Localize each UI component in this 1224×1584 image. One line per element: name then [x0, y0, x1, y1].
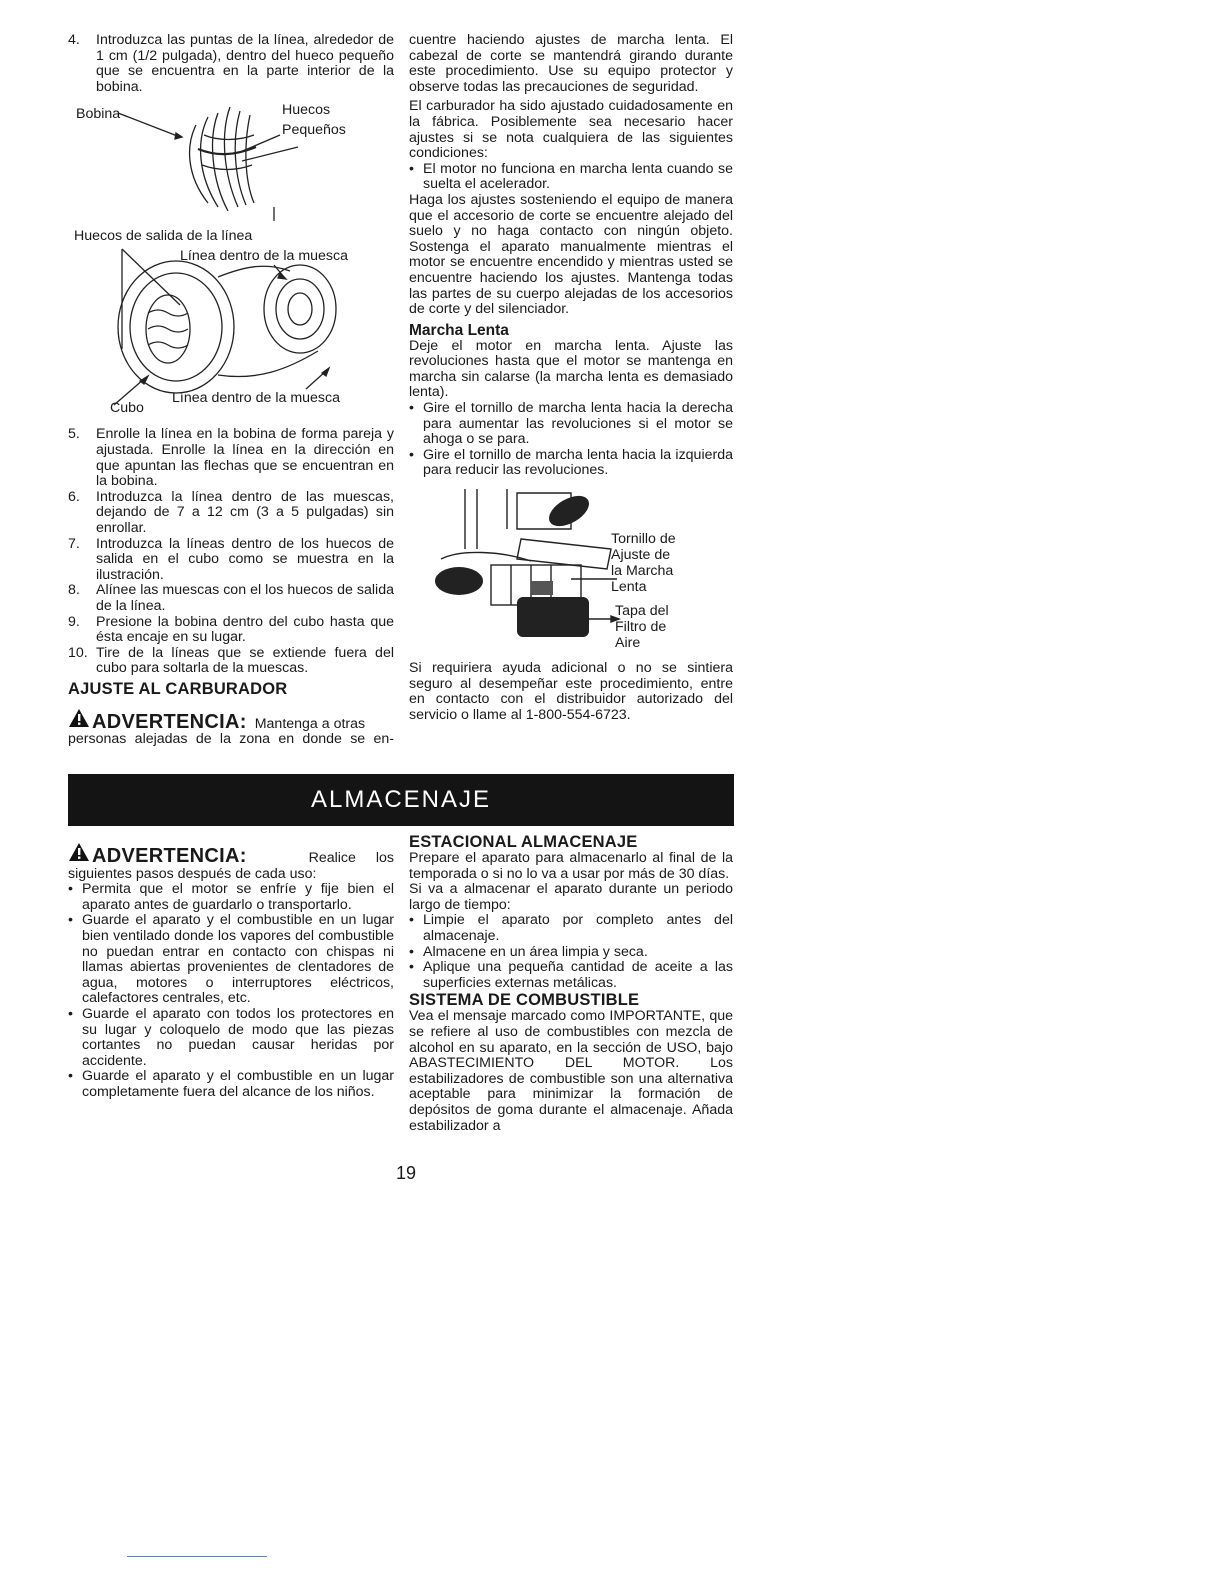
bullet-text: El motor no funciona en marcha lenta cuando se suelta el acelerador. — [423, 160, 733, 193]
label-linea-muesca-bot: Línea dentro de la muesca — [172, 390, 340, 407]
storage-bullet-1: • Permita que el motor se enfríe y fije bien el aparato antes de guardarlo o transportarlo. — [68, 881, 394, 913]
seasonal-bullet-3: • Aplique una pequeña cantidad de aceite a las superficies externas metálicas. — [409, 959, 733, 991]
left-column-bottom — [68, 842, 394, 1101]
section-banner: ALMACENAJE — [68, 774, 734, 826]
bullet-text: Guarde el aparato y el combustible en un lugar bien ventilado donde los vapores del combustible no puedan entrar en contacto con chispas ni llamas abiertas provenientes de clentadores de agua, motores o interruptores eléctricos, calefactores centrales, etc. — [82, 912, 394, 1007]
label-huecos-salida: Huecos de salida de la línea — [74, 228, 253, 245]
warning-triangle-icon — [68, 708, 90, 728]
carb-paragraph-4: Si requiriera ayuda adicional o no se sintiera seguro al desempeñar este procedimiento, entre en contacto con el distribuidor autorizado del servicio o llame al 1-800-554-6723. — [409, 660, 733, 723]
step-6 — [68, 490, 394, 537]
hub-illustration — [68, 229, 394, 419]
carburetor-illustration — [421, 489, 631, 649]
seasonal-heading: ESTACIONAL ALMACENAJE — [409, 833, 638, 851]
storage-bullet-2: • Guarde el aparato y el combustible en un lugar bien ventilado donde los vapores del combustible no puedan entrar en contacto con chispas ni llamas abiertas provenientes de clentadores de agua, motores o interruptores eléctricos, calefactores centrales, etc. — [68, 912, 394, 1007]
seasonal-paragraph-2: Si va a almacenar el aparato durante un periodo largo de tiempo: — [409, 881, 733, 913]
carb-paragraph-1: El carburador ha sido ajustado cuidadosamente en la fábrica. Posiblemente sea necesario hacer ajustes si se nota cualquiera de las siguientes condiciones: — [409, 98, 733, 162]
bullet-text: Guarde el aparato con todos los protectores en su lugar y coloquelo de modo que las piezas cortantes no puedan causar heridas por accidente. — [82, 1005, 394, 1069]
step-number: 9. — [68, 613, 80, 630]
storage-bullet-4: • Guarde el aparato y el combustible en un lugar completamente fuera del alcance de los niños. — [68, 1068, 394, 1100]
step-10 — [68, 646, 394, 677]
hub-figure — [68, 229, 394, 419]
label-tornillo: Tornillo de Ajuste de la Marcha Lenta — [611, 531, 676, 596]
carburetor-figure — [409, 489, 733, 661]
warning-lead: Realice los — [308, 850, 394, 866]
footer-rule — [127, 1556, 267, 1557]
bullet-text: Permita que el motor se enfríe y fije bien el aparato antes de guardarlo o transportarlo. — [82, 881, 394, 913]
storage-warning — [68, 842, 394, 867]
step-number: 5. — [68, 426, 80, 443]
carburetor-warning — [68, 708, 394, 733]
seasonal-bullet-1: • Limpie el aparato por completo antes del almacenaje. — [409, 912, 733, 944]
carb-bullet: • El motor no funciona en marcha lenta cuando se suelta el acelerador. — [409, 160, 733, 193]
bullet-text: Gire el tornillo de marcha lenta hacia la derecha para aumentar las revoluciones si el motor se ahoga o se para. — [423, 400, 733, 448]
idle-paragraph: Deje el motor en marcha lenta. Ajuste las revoluciones hasta que el motor se mantenga en marcha sin calarse (la marcha lenta es demasiado lenta). — [409, 337, 733, 401]
carburetor-heading: AJUSTE AL CARBURADOR — [68, 679, 288, 698]
step-9 — [68, 615, 394, 646]
warning-lead: Mantenga a otras — [254, 715, 366, 732]
bullet-text: Almacene en un área limpia y seca. — [423, 943, 648, 960]
spool-figure — [68, 95, 394, 223]
step-number: 8. — [68, 582, 80, 599]
fuel-paragraph: Vea el mensaje marcado como IMPORTANTE, que se refiere al uso de combustibles con mezcla de alcohol en su aparato, en la sección de USO, bajo ABASTECIMIENTO DEL MOTOR. Los estabilizadores de combustible son una alternativa aceptable para minimizar la formación de depósitos de goma durante el almacenaje. Añada estabilizador a — [409, 1008, 733, 1134]
step-text: Enrolle la línea en la bobina de forma pareja y ajustada. Enrolle la línea en la dirección en que apuntan las flechas que se encuentran en la bobina. — [96, 426, 394, 490]
storage-warning-rest: siguientes pasos después de cada uso: — [68, 865, 317, 882]
label-cubo: Cubo — [110, 400, 144, 417]
left-column-top — [68, 33, 394, 748]
spool-illustration — [68, 95, 394, 223]
label-pequenos: Pequeños — [282, 122, 346, 139]
step-8 — [68, 583, 394, 614]
step-text: Introduzca las puntas de la línea, alrededor de 1 cm (1/2 pulgada), dentro del hueco pequeño que se encuentra en la parte interior de la bobina. — [96, 32, 394, 95]
label-huecos: Huecos — [282, 102, 331, 119]
fuel-heading: SISTEMA DE COMBUSTIBLE — [409, 991, 640, 1010]
seasonal-bullet-2: • Almacene en un área limpia y seca. — [409, 945, 733, 961]
warning-label: ADVERTENCIA: — [92, 710, 247, 733]
step-text: Tire de la líneas que se extiende fuera del cubo para soltarla de la muescas. — [96, 644, 394, 677]
page-number: 19 — [396, 1163, 417, 1183]
step-number: 6. — [68, 488, 80, 505]
carb-paragraph-2: Haga los ajustes sosteniendo el equipo de manera que el accesorio de corte se encuentre alejado del suelo y no haga contacto con ningún objeto. Sostenga el aparato manualmente mientras el motor se encuentre encendido y mientras usted se encuentre haciendo los ajustes. Mantenga todas las partes de su cuerpo alejadas de los accesorios de corte y del silenciador. — [409, 191, 733, 318]
step-number: 10. — [68, 644, 88, 661]
step-7 — [68, 537, 394, 584]
bullet-text: Guarde el aparato y el combustible en un lugar completamente fuera del alcance de los niños. — [82, 1068, 394, 1100]
step-5 — [68, 427, 394, 489]
step-text: Introduzca la línea dentro de las muescas, dejando de 7 a 12 cm (3 a 5 pulgadas) sin enrollar. — [96, 488, 394, 536]
step-text: Introduzca la líneas dentro de los huecos de salida en el cubo como se muestra en la ilustración. — [96, 535, 394, 583]
storage-bullet-3: • Guarde el aparato con todos los protectores en su lugar y coloquelo de modo que las piezas cortantes no puedan causar heridas por accidente. — [68, 1005, 394, 1069]
right-column-top — [409, 33, 733, 723]
seasonal-paragraph-1: Prepare el aparato para almacenarlo al final de la temporada o si no lo va a usar por más de 30 días. — [409, 850, 733, 882]
label-linea-muesca-top: Línea dentro de la muesca — [180, 248, 348, 265]
warning-label: ADVERTENCIA: — [92, 845, 247, 867]
bullet-text: Gire el tornillo de marcha lenta hacia la izquierda para reducir las revoluciones. — [423, 446, 733, 479]
right-column-bottom — [409, 833, 733, 1134]
idle-bullet-2: • Gire el tornillo de marcha lenta hacia la izquierda para reducir las revoluciones. — [409, 446, 733, 479]
step-text: Presione la bobina dentro del cubo hasta que ésta encaje en su lugar. — [96, 613, 394, 646]
label-tapa: Tapa del Filtro de Aire — [615, 603, 669, 652]
warning-text-rest: cuentre haciendo ajustes de marcha lenta. El cabezal de corte se mantendrá girando durante este procedimiento. Use su equipo protector y observe todas las precauciones de seguridad. — [409, 32, 733, 95]
idle-bullet-1: • Gire el tornillo de marcha lenta hacia la derecha para aumentar las revoluciones si el motor se ahoga o se para. — [409, 400, 733, 448]
label-bobina: Bobina — [76, 106, 121, 123]
step-number: 4. — [68, 32, 80, 48]
warning-text-continued: personas alejadas de la zona en donde se en- — [68, 731, 394, 748]
bullet-text: Aplique una pequeña cantidad de aceite a las superficies externas metálicas. — [423, 959, 733, 991]
warning-triangle-icon — [68, 842, 90, 862]
bullet-text: Limpie el aparato por completo antes del almacenaje. — [423, 912, 733, 944]
step-4 — [68, 33, 394, 95]
idle-heading: Marcha Lenta — [409, 321, 509, 339]
step-number: 7. — [68, 535, 80, 552]
step-text: Alínee las muescas con el los huecos de salida de la línea. — [96, 582, 394, 614]
